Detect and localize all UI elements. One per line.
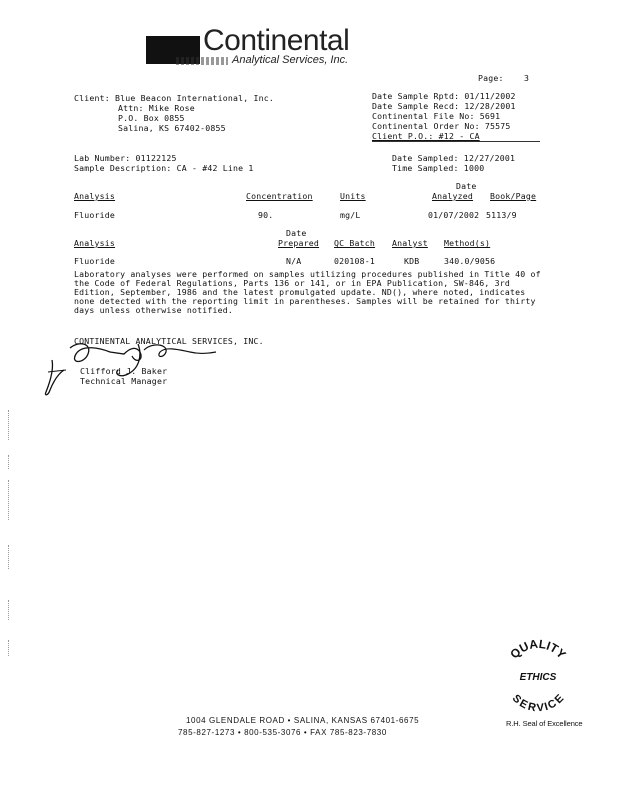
svg-text:QUALITY <box>507 637 568 662</box>
handwritten-signature <box>40 330 230 400</box>
table2-cell-qcbatch: 020108-1 <box>334 256 376 266</box>
table1-header-concentration: Concentration <box>246 191 313 201</box>
meta-line-4: Continental Order No: 75575 <box>372 121 511 131</box>
signature-company: CONTINENTAL ANALYTICAL SERVICES, INC. <box>74 336 264 346</box>
svg-text:SERVICE <box>510 692 567 712</box>
scan-margin-mark <box>8 480 12 520</box>
meta-line-2: Date Sample Recd: 12/28/2001 <box>372 101 516 111</box>
table2-cell-analyst: KDB <box>404 256 420 266</box>
meta-rule <box>372 141 540 142</box>
client-line-1: Client: Blue Beacon International, Inc. <box>74 93 275 103</box>
client-line-2: Attn: Mike Rose <box>118 103 195 113</box>
page-number: 3 <box>524 73 530 83</box>
seal-bottom-text: SERVICE <box>509 692 567 712</box>
table1-cell-units: mg/L <box>340 210 361 220</box>
date-sampled: Date Sampled: 12/27/2001 <box>392 153 516 163</box>
signer-name: Clifford J. Baker <box>80 366 168 376</box>
table2-cell-analysis: Fluoride <box>74 256 116 266</box>
scan-margin-mark <box>8 455 12 469</box>
seal-middle-text: ETHICS <box>519 672 557 683</box>
logo-stripes <box>176 57 228 65</box>
time-sampled: Time Sampled: 1000 <box>392 163 485 173</box>
scan-margin-mark <box>8 640 12 656</box>
scan-margin-mark <box>8 410 12 440</box>
table2-header-analyst: Analyst <box>392 238 428 248</box>
table1-header-bookpage: Book/Page <box>490 191 537 201</box>
scan-margin-mark <box>8 600 12 620</box>
client-line-3: P.O. Box 0855 <box>118 113 185 123</box>
lab-number: Lab Number: 01122125 <box>74 153 177 163</box>
table1-header-analysis: Analysis <box>74 191 116 201</box>
table2-header-methods: Method(s) <box>444 238 491 248</box>
seal-top-text: QUALITY <box>507 636 569 662</box>
table1-header-units: Units <box>340 191 366 201</box>
footer-address: 1004 GLENDALE ROAD • SALINA, KANSAS 67401-6675 <box>186 716 420 725</box>
table1-cell-analysis: Fluoride <box>74 210 116 220</box>
scan-margin-mark <box>8 545 12 569</box>
sample-description: Sample Description: CA - #42 Line 1 <box>74 163 254 173</box>
page-label: Page: <box>478 73 504 83</box>
footer-phones: 785-827-1273 • 800-535-3076 • FAX 785-823-7830 <box>178 728 387 737</box>
quality-ethics-service-seal <box>500 636 576 712</box>
meta-line-5: Client P.O.: #12 - CA <box>372 131 480 141</box>
table1-cell-concentration: 90. <box>258 210 274 220</box>
table1-date-header: Date <box>456 181 477 191</box>
company-logo-text: Continental <box>203 24 350 57</box>
table2-cell-prepared: N/A <box>286 256 302 266</box>
seal-caption: R.H. Seal of Excellence <box>506 719 583 728</box>
meta-line-3: Continental File No: 5691 <box>372 111 501 121</box>
company-subtitle: Analytical Services, Inc. <box>232 54 349 66</box>
table1-cell-analyzed: 01/07/2002 <box>428 210 480 220</box>
table2-header-prepared: Prepared <box>278 238 320 248</box>
table1-cell-bookpage: 5113/9 <box>486 210 517 220</box>
lab-notice-paragraph: Laboratory analyses were performed on samples utilizing procedures published in Title 40 of the Code of Federal Regulations, Parts 136 or 141, or in EPA Publication, SW-846, 3rd Edition, September, 1986 and the latest promulgated update. ND(), where noted, indicates none detected with the reporting limit in parentheses. Samples will be retained for thirty days unless otherwise notified. <box>74 269 541 315</box>
table2-date-header: Date <box>286 228 307 238</box>
table1-header-analyzed: Analyzed <box>432 191 474 201</box>
table2-header-qcbatch: QC Batch <box>334 238 376 248</box>
table2-cell-methods: 340.0/9056 <box>444 256 496 266</box>
signer-title: Technical Manager <box>80 376 168 386</box>
table2-header-analysis: Analysis <box>74 238 116 248</box>
meta-line-1: Date Sample Rptd: 01/11/2002 <box>372 91 516 101</box>
client-line-4: Salina, KS 67402-0855 <box>118 123 226 133</box>
